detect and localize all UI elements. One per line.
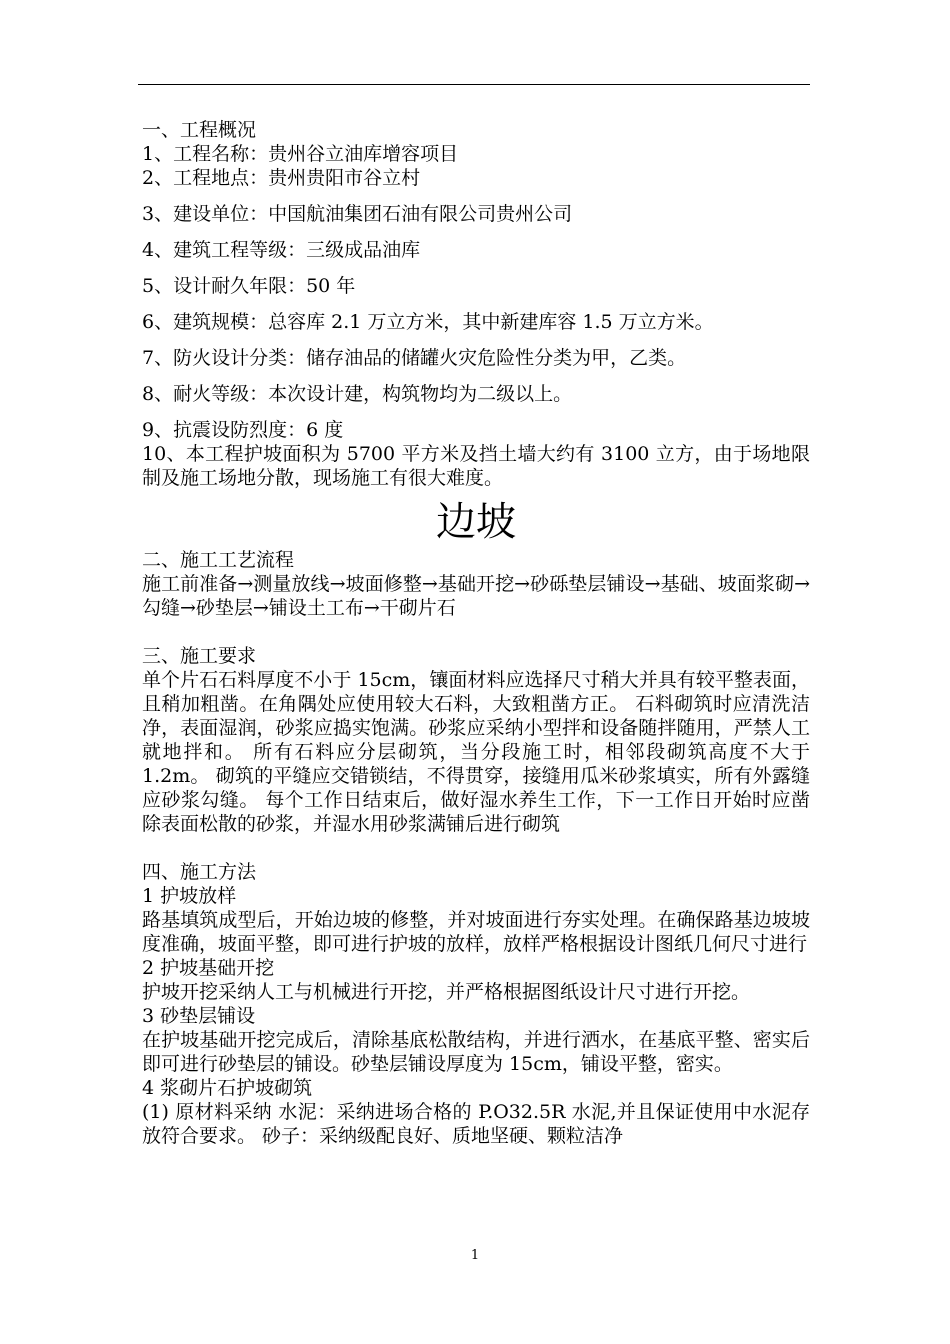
subheading-sand-cushion: 3 砂垫层铺设 — [142, 1005, 256, 1027]
document-page — [142, 118, 810, 1148]
section-heading-methods: 四、施工方法 — [142, 861, 257, 883]
overview-item-2: 2、工程地点：贵州贵阳市谷立村 — [142, 167, 421, 189]
subheading-foundation-excavation: 2 护坡基础开挖 — [142, 957, 275, 979]
page-number: 1 — [470, 1248, 480, 1263]
overview-item-9: 9、抗震设防烈度：6 度 — [142, 419, 344, 441]
requirements-text: 单个片石石料厚度不小于 15cm，镶面材料应选择尺寸稍大并具有较平整表面，且稍加粗凿。在角隅处应使用较大石料，大致粗凿方正。 石料砌筑时应清洗洁净，表面湿润，砂浆应捣实饱满。砂浆应采纳小型拌和设备随拌随用，严禁人工就地拌和。 所有石料应分层砌筑，当分段施工时，相邻段砌筑高度不大于 1.2m。 砌筑的平缝应交错锁结，不得贯穿，接缝用瓜米砂浆填实，所有外露缝应砂浆勾缝。 每个工作日结束后，做好湿水养生工作，下一工作日开始时应凿除表面松散的砂浆，并湿水用砂浆满铺后进行砌筑 — [142, 669, 810, 835]
masonry-text: (1) 原材料采纳 水泥：采纳进场合格的 P.O32.5R 水泥,并且保证使用中水泥存放符合要求。 砂子：采纳级配良好、质地坚硬、颗粒洁净 — [142, 1101, 810, 1147]
overview-item-5: 5、设计耐久年限：50 年 — [142, 275, 356, 297]
subheading-slope-layout: 1 护坡放样 — [142, 885, 237, 907]
section-heading-requirements: 三、施工要求 — [142, 645, 257, 667]
process-flow-text: 施工前准备→测量放线→坡面修整→基础开挖→砂砾垫层铺设→基础、坡面浆砌→勾缝→砂垫层→铺设土工布→干砌片石 — [142, 573, 810, 619]
blank-line — [142, 836, 810, 860]
sand-cushion-text: 在护坡基础开挖完成后，清除基底松散结构，并进行洒水，在基底平整、密实后即可进行砂垫层的铺设。砂垫层铺设厚度为 15cm，铺设平整，密实。 — [142, 1029, 810, 1075]
document-title: 边坡 — [436, 499, 516, 545]
section-heading-overview: 一、工程概况 — [142, 119, 257, 141]
overview-item-1: 1、工程名称：贵州谷立油库增容项目 — [142, 143, 459, 165]
overview-item-6: 6、建筑规模：总容库 2.1 万立方米，其中新建库容 1.5 万立方米。 — [142, 311, 714, 333]
section-heading-process: 二、施工工艺流程 — [142, 549, 295, 571]
overview-item-3: 3、建设单位：中国航油集团石油有限公司贵州公司 — [142, 203, 573, 225]
overview-item-7: 7、防火设计分类：储存油品的储罐火灾危险性分类为甲，乙类。 — [142, 347, 687, 369]
overview-item-10: 10、本工程护坡面积为 5700 平方米及挡土墙大约有 3100 立方，由于场地限制及施工场地分散，现场施工有很大难度。 — [142, 443, 810, 489]
overview-item-8: 8、耐火等级：本次设计建，构筑物均为二级以上。 — [142, 383, 573, 405]
overview-item-4: 4、建筑工程等级：三级成品油库 — [142, 239, 421, 261]
slope-layout-text: 路基填筑成型后，开始边坡的修整，并对坡面进行夯实处理。在确保路基边坡坡度准确，坡面平整，即可进行护坡的放样，放样严格根据设计图纸几何尺寸进行 — [142, 909, 810, 955]
header-rule — [138, 84, 810, 85]
blank-line — [142, 620, 810, 644]
subheading-masonry: 4 浆砌片石护坡砌筑 — [142, 1077, 313, 1099]
foundation-excavation-text: 护坡开挖采纳人工与机械进行开挖，并严格根据图纸设计尺寸进行开挖。 — [142, 981, 751, 1003]
